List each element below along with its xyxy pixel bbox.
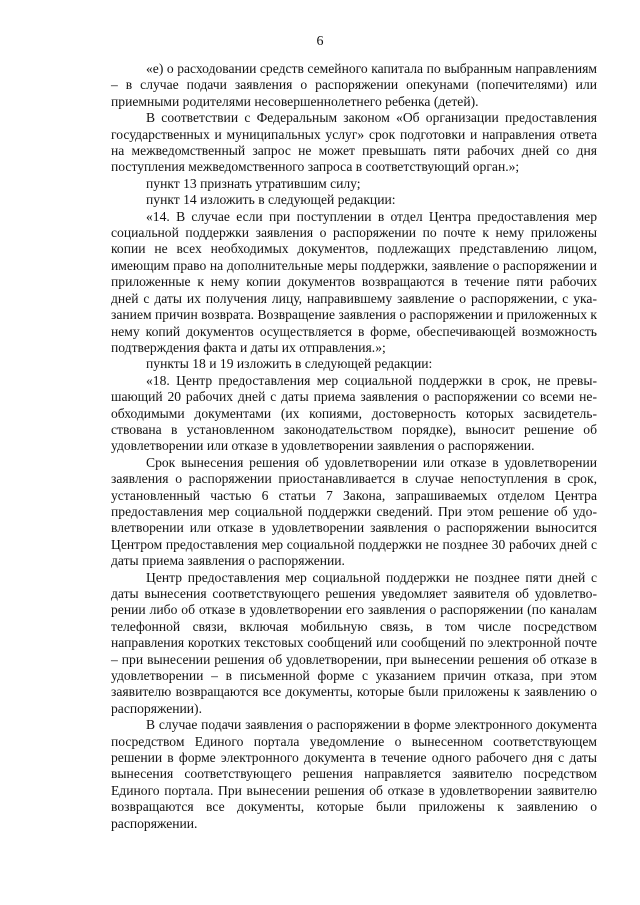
paragraph-items-18-19-intro: пункты 18 и 19 изложить в следующей редакции: [146,356,433,372]
paragraph-item-14-intro: пункт 14 изложить в следующей редакции: [146,192,396,208]
paragraph-item-18-text: «18. Центр предоставления мер социальной поддержки в срок, не превышающий 20 рабочих дней с даты приема заявления о распоряжении со всеми необходимыми документами (их копиями, достоверность которых засвидетельствована в установленном законодательством порядке), выносит решение об удовлетворении или отказе в удовлетворении заявления о распоряжении. [111,372,597,454]
paragraph-item-14-text: «14. В случае если при поступлении в отдел Центра предоставления мер социальной поддержки заявления о распоряжении по почте к нему приложены копии не всех необходимых документов, подлежащих представлению лицом, имеющим право на дополнительные меры поддержки, заявление о распоряжении и приложенные к нему копии документов возвращаются в течение пяти рабочих дней с даты их получения лицу, направившему заявление о распоряжении, с указанием причин возврата. Возвращение заявления о распоряжении и приложенных к нему копий документов осуществляется в форме, обеспечивающей возможность подтверждения факта и даты их отправления.»; [111,208,597,355]
paragraph-family-capital-spending: «е) о расходовании средств семейного капитала по выбранным направлениям – в случае подачи заявления о распоряжении опекунами (попечителями) или приемными родителями несовершеннолетнего ребенка (детей). [111,61,597,109]
paragraph-item-13-repealed: пункт 13 признать утратившим силу; [146,175,361,191]
page-number: 6 [316,34,324,49]
paragraph-interagency-request-deadline: В соответствии с Федеральным законом «Об организации предоставления государственных и муниципальных услуг» срок подготовки и направления ответа на межведомственный запрос не может превышать пяти рабочих дней со дня поступления межведомственного запроса в соответствующий орган.»; [111,110,597,175]
paragraph-decision-suspension: Срок вынесения решения об удовлетворении или отказе в удовлетворении заявления о распоряжении приостанавливается в случае непоступления в срок, установленный частью 6 статьи 7 Закона, запрашиваемых отделом Центра предоставления мер социальной поддержки сведений. При этом решение об удовлетворении или отказе в удовлетворении заявления о распоряжении выносится Центром предоставления мер социальной поддержки не позднее 30 рабочих дней с даты приема заявления о распоряжении. [111,454,597,569]
document-body [111,61,597,832]
paragraph-applicant-notification: Центр предоставления мер социальной поддержки не позднее пяти дней с даты вынесения соответствующего решения уведомляет заявителя об удовлетворении либо об отказе в удовлетворении его заявления о распоряжении (по каналам телефонной связи, включая мобильную связь, в том числе посредством направления коротких текстовых сообщений или сообщений по электронной почте – при вынесении решения об удовлетворении, при вынесении решения об отказе в удовлетворении – в письменной форме с указанием причин отказа, при этом заявителю возвращаются все документы, которые были приложены к заявлению о распоряжении). [111,569,597,716]
paragraph-electronic-application: В случае подачи заявления о распоряжении в форме электронного документа посредством Единого портала уведомление о вынесенном соответствующем решении в форме электронного документа в течение одного рабочего дня с даты вынесения соответствующего решения направляется заявителю посредством Единого портала. При вынесении решения об отказе в удовлетворении заявителю возвращаются все документы, которые были приложены к заявлению о распоряжении. [111,717,597,831]
